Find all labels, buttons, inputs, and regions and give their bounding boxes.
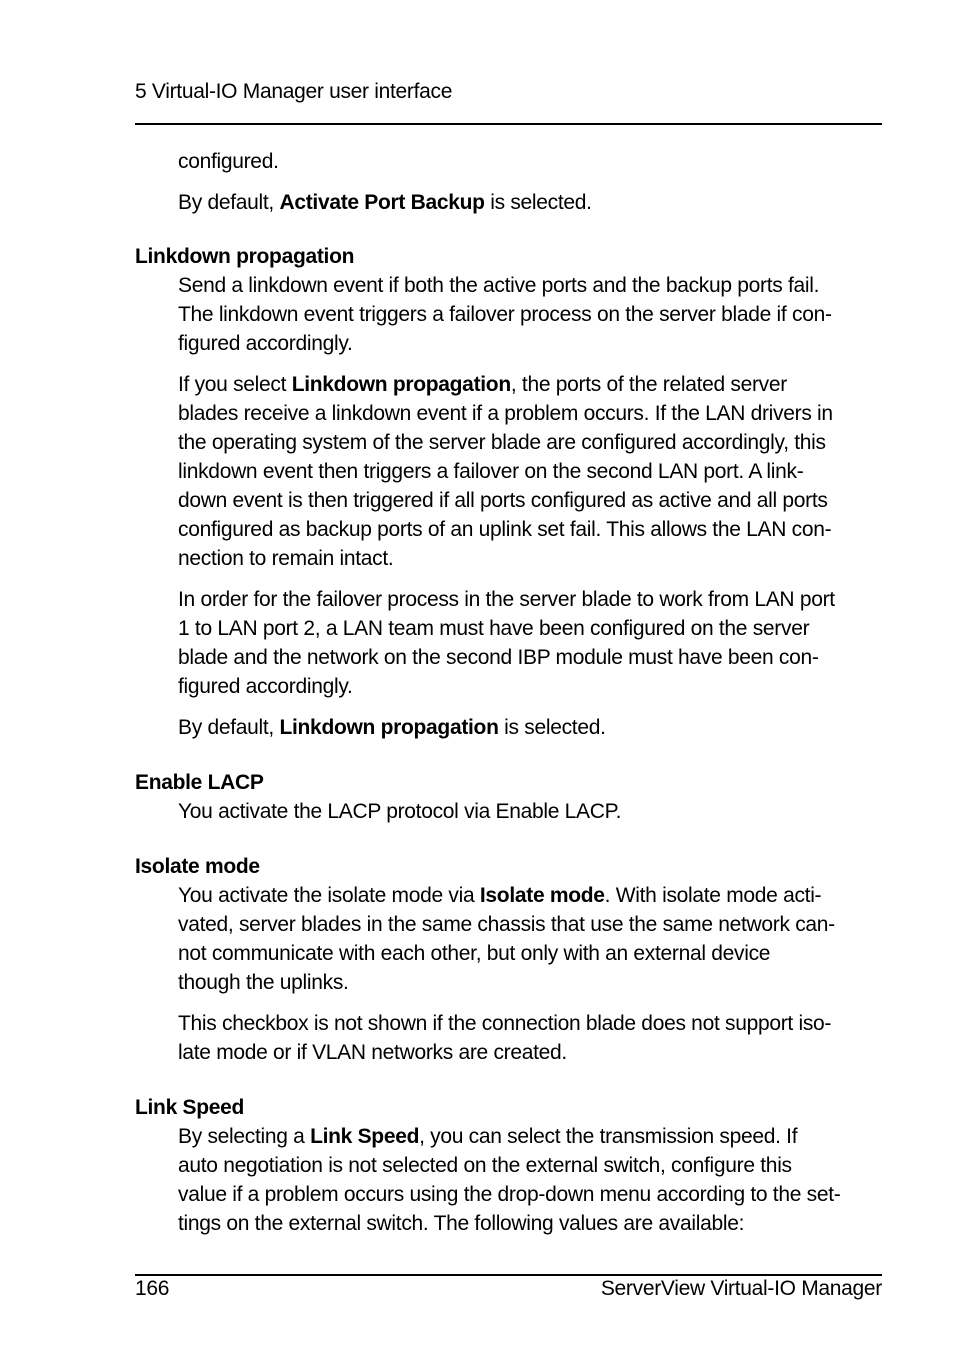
bold-term: Activate Port Backup [279, 191, 485, 214]
text-line: nection to remain intact. [178, 547, 394, 570]
text-line: vated, server blades in the same chassis that use the same network can- [178, 913, 835, 936]
isolate-paragraph-1 [135, 881, 895, 997]
term-link-speed: Link Speed [135, 1096, 245, 1119]
text-line: blades receive a linkdown event if a problem occurs. If the LAN drivers in [178, 402, 833, 425]
term-enable-lacp: Enable LACP [135, 771, 264, 794]
text-line: the operating system of the server blade are configured accordingly, this [178, 431, 826, 454]
text-span: By selecting a [178, 1125, 311, 1148]
text-line: not communicate with each other, but only with an external device [178, 942, 771, 965]
text-span: , you can select the transmission speed. If [419, 1125, 798, 1148]
intro-paragraph-2 [135, 188, 895, 217]
running-header: 5 Virtual-IO Manager user interface [135, 80, 453, 103]
isolate-paragraph-2 [135, 1009, 895, 1067]
page-body [135, 147, 895, 1238]
text-line: tings on the external switch. The following values are available: [178, 1212, 745, 1235]
text-line: value if a problem occurs using the drop-down menu according to the set- [178, 1183, 841, 1206]
text-span: By default, [178, 716, 280, 739]
bold-term: Linkdown propagation [279, 716, 499, 739]
text-span: is selected. [498, 716, 606, 739]
text-line: figured accordingly. [178, 675, 353, 698]
text-span: , the ports of the related server [510, 373, 787, 396]
linkdown-paragraph-2 [135, 370, 895, 573]
text-line: blade and the network on the second IBP module must have been con- [178, 646, 819, 669]
text-line: configured as backup ports of an uplink set fail. This allows the LAN con- [178, 518, 832, 541]
text-line: auto negotiation is not selected on the external switch, configure this [178, 1154, 792, 1177]
linkdown-paragraph-3 [135, 585, 895, 701]
intro-paragraph-1: configured. [178, 150, 279, 173]
linkdown-paragraph-1 [135, 271, 895, 358]
text-line: Send a linkdown event if both the active ports and the backup ports fail. [178, 274, 820, 297]
text-line: This checkbox is not shown if the connection blade does not support iso- [178, 1012, 832, 1035]
linkspeed-paragraph-1 [135, 1122, 895, 1238]
text-span: If you select [178, 373, 292, 396]
text-line: down event is then triggered if all ports configured as active and all ports [178, 489, 828, 512]
text-line: figured accordingly. [178, 332, 353, 355]
bold-term: Isolate mode [479, 884, 605, 907]
bold-term: Link Speed [310, 1125, 420, 1148]
text-span: You activate the isolate mode via [178, 884, 480, 907]
term-linkdown-propagation: Linkdown propagation [135, 245, 355, 268]
text-line: late mode or if VLAN networks are created. [178, 1041, 567, 1064]
text-span: By default, [178, 191, 280, 214]
header-rule [135, 123, 882, 125]
page-number: 166 [135, 1277, 170, 1300]
text-line: linkdown event then triggers a failover on the second LAN port. A link- [178, 460, 804, 483]
text-line: The linkdown event triggers a failover process on the server blade if con- [178, 303, 832, 326]
text-span: is selected. [484, 191, 592, 214]
term-isolate-mode: Isolate mode [135, 855, 260, 878]
text-line: In order for the failover process in the server blade to work from LAN port [178, 588, 835, 611]
bold-term: Linkdown propagation [291, 373, 511, 396]
lacp-paragraph-1: You activate the LACP protocol via Enable LACP. [178, 800, 622, 823]
product-name: ServerView Virtual-IO Manager [600, 1277, 882, 1300]
text-line: though the uplinks. [178, 971, 349, 994]
text-line: 1 to LAN port 2, a LAN team must have been configured on the server [178, 617, 810, 640]
text-span: . With isolate mode acti- [604, 884, 822, 907]
linkdown-paragraph-4 [135, 713, 895, 742]
